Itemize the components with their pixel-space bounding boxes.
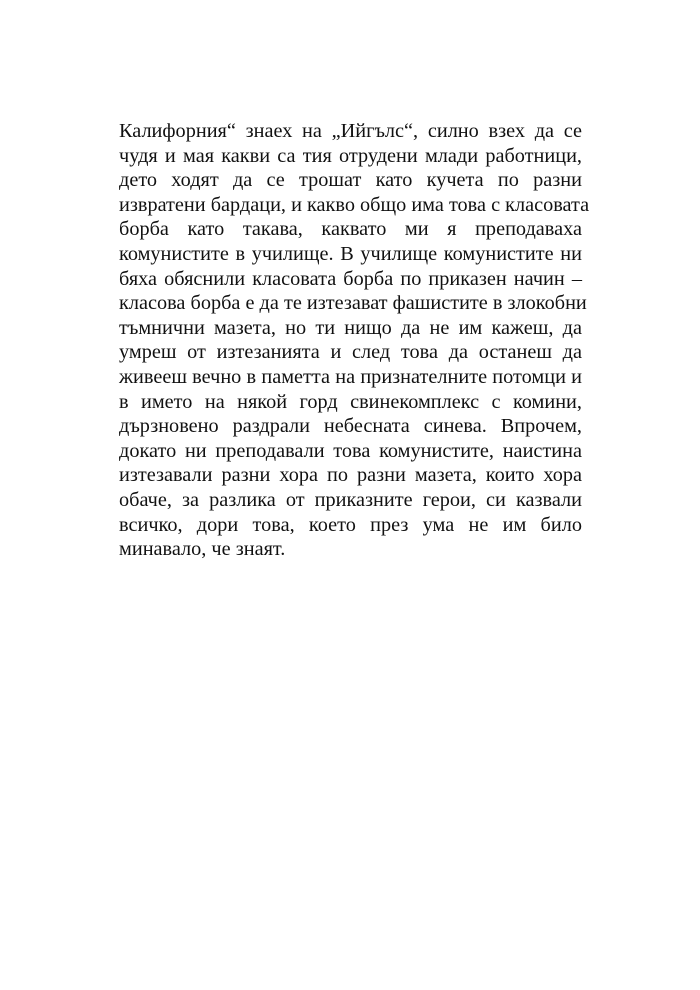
paragraph-line-8: класова борба е да те изтезават фашистите в злокобни: [119, 292, 587, 315]
paragraph-line-13: дързновено раздрали небесната синева. Впрочем,: [119, 415, 582, 438]
paragraph-line-15: изтезавали разни хора по разни мазета, които хора: [119, 464, 582, 487]
paragraph-line-11: живееш вечно в паметта на признателните потомци и: [119, 365, 582, 388]
body-paragraph: [119, 119, 590, 562]
paragraph-line-1: Калифорния“ знаех на „Ийгълс“, силно взех да се: [119, 120, 582, 142]
paragraph-line-4: извратени бардаци, и какво общо има това с класовата: [119, 193, 590, 216]
paragraph-line-2: чудя и мая какви са тия отрудени млади работници,: [119, 144, 582, 167]
paragraph-line-18: минавало, че знаят.: [119, 538, 286, 561]
paragraph-line-6: комунистите в училище. В училище комунистите ни: [119, 242, 582, 265]
paragraph-line-10: умреш от изтезанията и след това да останеш да: [119, 341, 582, 364]
paragraph-line-17: всичко, дори това, което през ума не им било: [119, 513, 582, 536]
paragraph-line-5: борба като такава, каквато ми я преподаваха: [119, 218, 582, 241]
paragraph-line-12: в името на някой горд свинекомплекс с комини,: [119, 390, 582, 413]
paragraph-line-7: бяха обяснили класовата борба по приказен начин –: [119, 267, 582, 290]
paragraph-line-16: обаче, за разлика от приказните герои, си казвали: [119, 488, 582, 511]
paragraph-line-3: дето ходят да се трошат като кучета по разни: [119, 169, 582, 192]
paragraph-line-9: тъмнични мазета, но ти нищо да не им кажеш, да: [119, 316, 582, 339]
paragraph-line-14: докато ни преподавали това комунистите, наистина: [119, 439, 582, 462]
